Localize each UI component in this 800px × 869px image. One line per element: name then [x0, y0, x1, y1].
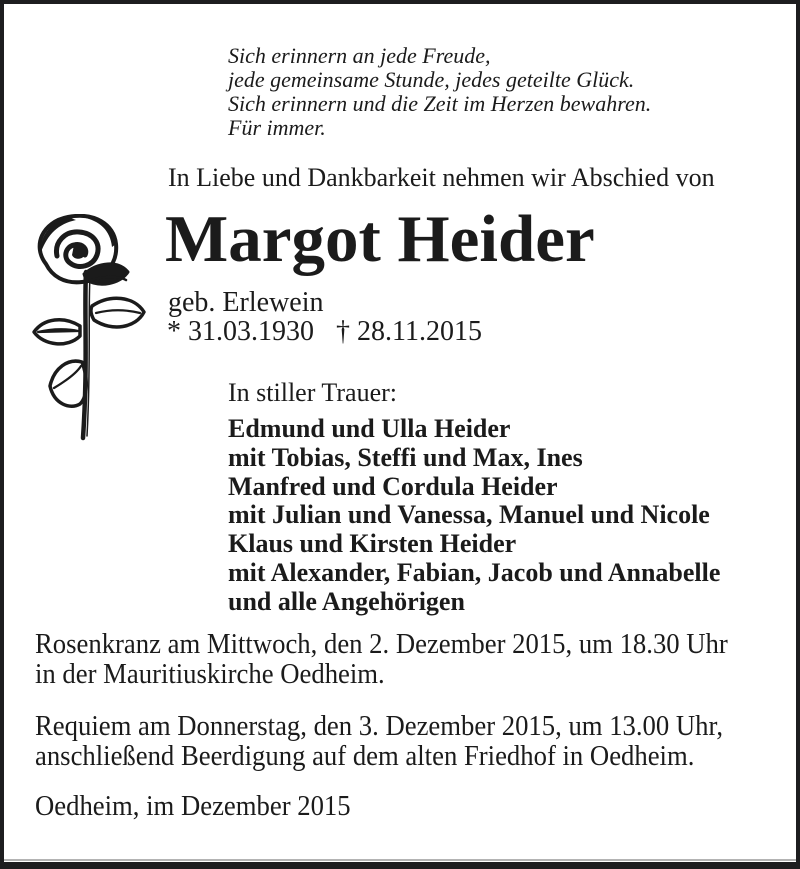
mourner-line: mit Julian und Vanessa, Manuel und Nicole — [228, 500, 710, 530]
rosary-info — [35, 630, 728, 689]
epigraph-line: Sich erinnern und die Zeit im Herzen bewahren. — [228, 91, 652, 116]
mourning-header: In stiller Trauer: — [228, 378, 397, 407]
bottom-divider — [4, 859, 796, 861]
mourners-list — [228, 415, 720, 617]
mourner-line: Manfred und Cordula Heider — [228, 471, 558, 501]
epigraph-line: Sich erinnern an jede Freude, — [228, 43, 491, 68]
rose-icon — [28, 214, 150, 442]
mourner-line: und alle Angehörigen — [228, 586, 465, 616]
requiem-info — [35, 712, 723, 771]
mourner-line: Klaus und Kirsten Heider — [228, 529, 517, 559]
closing-line: Oedheim, im Dezember 2015 — [35, 790, 351, 822]
requiem-line: anschließend Beerdigung auf dem alten Friedhof in Oedheim. — [35, 739, 695, 772]
birth-date: * 31.03.1930 — [167, 316, 314, 347]
epigraph-line: jede gemeinsame Stunde, jedes geteilte Glück. — [228, 67, 635, 92]
mourner-line: Edmund und Ulla Heider — [228, 414, 511, 443]
mourner-line: mit Alexander, Fabian, Jacob und Annabelle — [228, 557, 721, 587]
epigraph-line: Für immer. — [228, 115, 326, 140]
deceased-name: Margot Heider — [165, 202, 595, 276]
requiem-line: Requiem am Donnerstag, den 3. Dezember 2015, um 13.00 Uhr, — [35, 710, 724, 742]
rosary-line: Rosenkranz am Mittwoch, den 2. Dezember 2015, um 18.30 Uhr — [35, 628, 728, 660]
life-dates — [167, 317, 482, 347]
maiden-name: geb. Erlewein — [168, 287, 324, 318]
mourner-line: mit Tobias, Steffi und Max, Ines — [228, 442, 583, 472]
rosary-line: in der Mauritiuskirche Oedheim. — [35, 657, 385, 690]
intro-line: In Liebe und Dankbarkeit nehmen wir Abschied von — [168, 163, 715, 192]
death-date: † 28.11.2015 — [336, 316, 482, 347]
epigraph — [228, 44, 651, 140]
